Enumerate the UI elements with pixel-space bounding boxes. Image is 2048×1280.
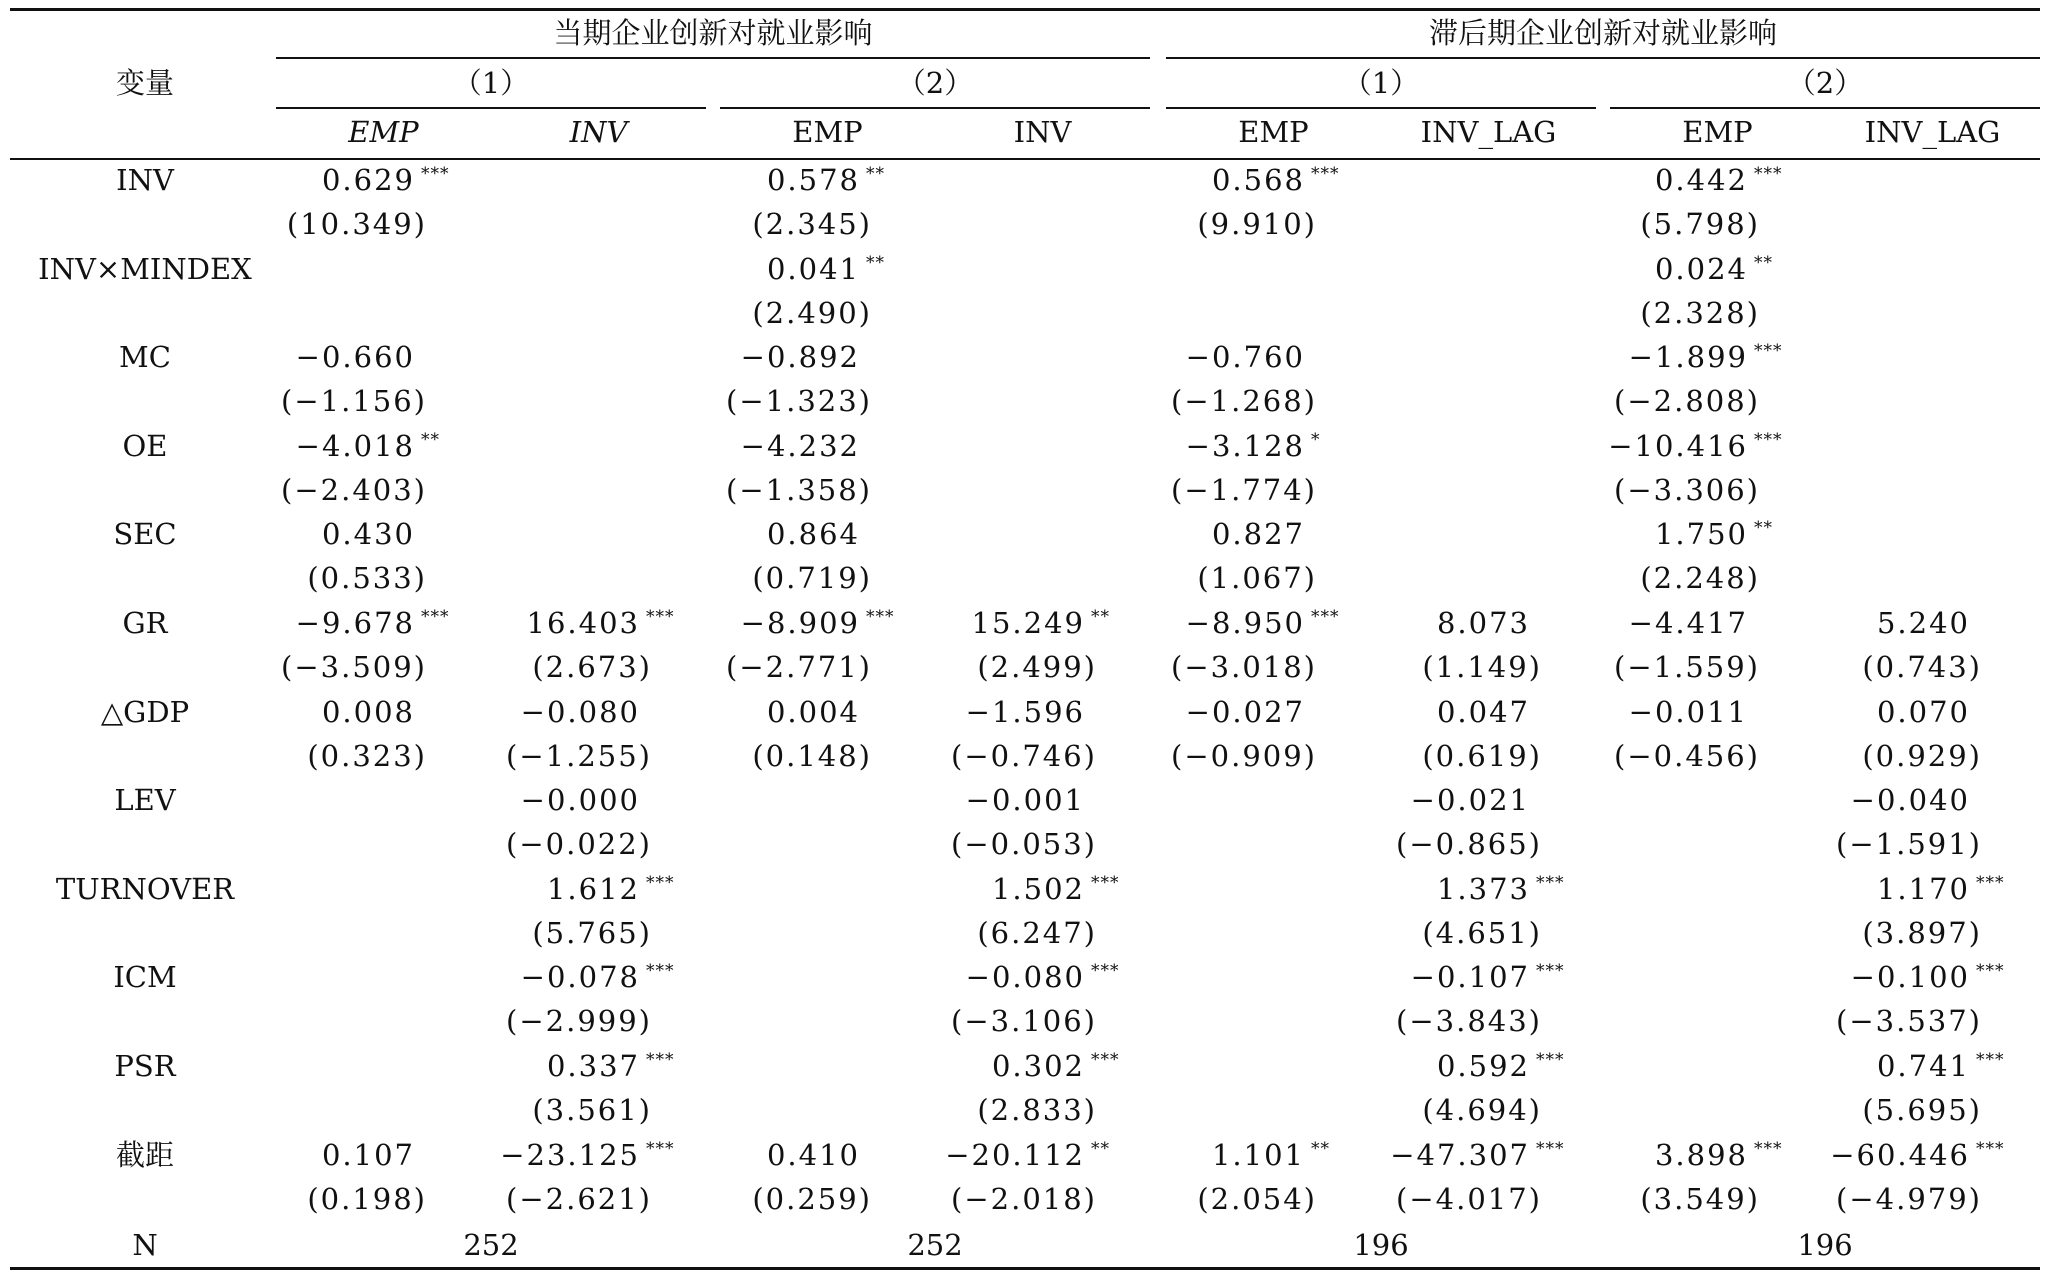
significance-stars: *** [1754, 1138, 1783, 1159]
coefficient-cell: −4.232 [740, 428, 860, 463]
coefficient-cell: 0.629 [321, 163, 415, 197]
t-statistic-cell: (1.067) [1197, 561, 1317, 596]
significance-stars: *** [646, 1138, 675, 1159]
group-header-current: 当期企业创新对就业影响 [553, 16, 873, 50]
column-header: INV_LAG [1864, 115, 2001, 149]
coefficient-cell: 0.568 [1211, 163, 1305, 197]
t-statistic-cell: (10.349) [286, 207, 427, 241]
corner-label: 变量 [115, 66, 174, 100]
variable-label: MC [119, 340, 171, 375]
t-statistic-cell: (−2.018) [951, 1181, 1097, 1216]
significance-stars: *** [1536, 961, 1565, 982]
coefficient-cell: 1.502 [991, 871, 1085, 906]
significance-stars: ** [1091, 1138, 1110, 1159]
coefficient-cell: −0.107 [1410, 960, 1530, 995]
significance-stars: *** [1754, 429, 1783, 450]
coefficient-cell: 0.864 [766, 517, 860, 552]
coefficient-cell: 0.592 [1436, 1049, 1530, 1083]
significance-stars: *** [1536, 1138, 1565, 1159]
t-statistic-cell: (−4.017) [1396, 1181, 1542, 1216]
coefficient-cell: 0.410 [766, 1137, 860, 1172]
t-statistic-cell: (0.619) [1422, 738, 1542, 773]
significance-stars: *** [1976, 872, 2005, 893]
group-header-lagged: 滞后期企业创新对就业影响 [1428, 16, 1777, 50]
coefficient-cell: −0.011 [1628, 694, 1748, 729]
bottom-rule [10, 1267, 2040, 1270]
coefficient-cell: 0.430 [321, 517, 415, 552]
variable-label: INV [116, 163, 174, 197]
coefficient-cell: 0.004 [766, 694, 860, 729]
coefficient-cell: 0.578 [766, 163, 860, 197]
coefficient-cell: −20.112 [945, 1137, 1085, 1172]
t-statistic-cell: (−3.843) [1396, 1004, 1542, 1039]
t-statistic-cell: (2.345) [752, 207, 872, 241]
significance-stars: ** [1754, 252, 1773, 273]
group-1-underline [276, 57, 1150, 59]
t-statistic-cell: (−4.979) [1836, 1181, 1982, 1216]
coefficient-cell: −0.040 [1850, 783, 1970, 818]
significance-stars: *** [646, 872, 675, 893]
significance-stars: *** [1976, 961, 2005, 982]
model-underline-2 [720, 107, 1150, 109]
model-header: （1） [452, 66, 530, 100]
t-statistic-cell: (−1.268) [1171, 384, 1317, 419]
t-statistic-cell: (3.561) [532, 1093, 652, 1127]
t-statistic-cell: (1.149) [1422, 650, 1542, 684]
column-header: INV [1013, 115, 1072, 149]
coefficient-cell: 1.750 [1654, 517, 1748, 552]
coefficient-cell: −0.760 [1185, 340, 1305, 375]
variable-label: INV×MINDEX [38, 251, 252, 286]
column-header: INV [569, 115, 628, 149]
t-statistic-cell: (2.328) [1640, 295, 1760, 330]
model-underline-3 [1166, 107, 1596, 109]
significance-stars: *** [1536, 1050, 1565, 1070]
coefficient-cell: 1.612 [546, 871, 640, 906]
significance-stars: *** [1091, 961, 1120, 982]
t-statistic-cell: (2.673) [532, 650, 652, 684]
t-statistic-cell: (−2.999) [506, 1004, 652, 1039]
coefficient-cell: −3.128 [1185, 428, 1305, 463]
t-statistic-cell: (−3.306) [1614, 472, 1760, 507]
model-header: （2） [1786, 66, 1864, 100]
significance-stars: *** [1754, 341, 1783, 362]
t-statistic-cell: (0.198) [307, 1181, 427, 1216]
n-value: 252 [907, 1228, 963, 1263]
significance-stars: *** [646, 1050, 675, 1070]
t-statistic-cell: (5.798) [1640, 207, 1760, 241]
t-statistic-cell: (0.929) [1862, 738, 1982, 773]
t-statistic-cell: (0.259) [752, 1181, 872, 1216]
coefficient-cell: 1.170 [1876, 871, 1970, 906]
significance-stars: *** [1311, 164, 1340, 184]
coefficient-cell: −8.950 [1185, 606, 1305, 640]
t-statistic-cell: (−3.106) [951, 1004, 1097, 1039]
significance-stars: ** [1091, 607, 1110, 627]
significance-stars: ** [1311, 1138, 1330, 1159]
coefficient-cell: −47.307 [1390, 1137, 1530, 1172]
variable-label: TURNOVER [55, 871, 235, 906]
coefficient-cell: −8.909 [740, 606, 860, 640]
t-statistic-cell: (−2.403) [281, 472, 427, 507]
t-statistic-cell: (−0.053) [951, 827, 1097, 862]
coefficient-cell: 0.024 [1654, 251, 1748, 286]
variable-label: SEC [113, 517, 177, 552]
t-statistic-cell: (−0.865) [1396, 827, 1542, 862]
coefficient-cell: 0.337 [546, 1049, 640, 1083]
significance-stars: *** [1536, 872, 1565, 893]
variable-label: △GDP [100, 694, 190, 729]
coefficient-cell: 0.741 [1876, 1049, 1970, 1083]
t-statistic-cell: (−0.909) [1171, 738, 1317, 773]
t-statistic-cell: (4.694) [1422, 1093, 1542, 1127]
coefficient-cell: −10.416 [1608, 428, 1748, 463]
significance-stars: *** [1976, 1138, 2005, 1159]
coefficient-cell: 16.403 [526, 606, 640, 640]
column-header: EMP [1682, 115, 1753, 149]
t-statistic-cell: (−1.156) [281, 384, 427, 419]
significance-stars: ** [421, 429, 440, 450]
column-header: EMP [348, 115, 419, 149]
coefficient-cell: −4.417 [1628, 606, 1748, 640]
significance-stars: *** [646, 961, 675, 982]
t-statistic-cell: (−1.255) [506, 738, 652, 773]
variable-label: GR [122, 606, 168, 640]
t-statistic-cell: (2.490) [752, 295, 872, 330]
model-header: （2） [896, 66, 974, 100]
coefficient-cell: −0.027 [1185, 694, 1305, 729]
coefficient-cell: −0.660 [295, 340, 415, 375]
t-statistic-cell: (0.743) [1862, 650, 1982, 684]
t-statistic-cell: (−2.771) [726, 650, 872, 684]
coefficient-cell: 0.070 [1876, 694, 1970, 729]
coefficient-cell: −23.125 [500, 1137, 640, 1172]
coefficient-cell: 15.249 [971, 606, 1085, 640]
coefficient-cell: −0.078 [520, 960, 640, 995]
t-statistic-cell: (0.323) [307, 738, 427, 773]
coefficient-cell: −0.080 [965, 960, 1085, 995]
t-statistic-cell: (2.054) [1197, 1181, 1317, 1216]
significance-stars: *** [1091, 872, 1120, 893]
coefficient-cell: 1.101 [1211, 1137, 1305, 1172]
coefficient-cell: 8.073 [1436, 606, 1530, 640]
coefficient-cell: 0.442 [1654, 163, 1748, 197]
coefficient-cell: −0.001 [965, 783, 1085, 818]
coefficient-cell: −60.446 [1830, 1137, 1970, 1172]
t-statistic-cell: (−1.358) [726, 472, 872, 507]
significance-stars: *** [421, 607, 450, 627]
t-statistic-cell: (−1.323) [726, 384, 872, 419]
significance-stars: *** [866, 607, 895, 627]
t-statistic-cell: (−2.621) [506, 1181, 652, 1216]
t-statistic-cell: (−0.456) [1614, 738, 1760, 773]
column-header: INV_LAG [1420, 115, 1557, 149]
n-value: 196 [1353, 1228, 1409, 1263]
t-statistic-cell: (−2.808) [1614, 384, 1760, 419]
t-statistic-cell: (0.148) [752, 738, 872, 773]
model-underline-1 [276, 107, 706, 109]
column-header: EMP [1238, 115, 1309, 149]
t-statistic-cell: (0.719) [752, 561, 872, 596]
coefficient-cell: 3.898 [1654, 1137, 1748, 1172]
coefficient-cell: 0.827 [1211, 517, 1305, 552]
coefficient-cell: 0.302 [991, 1049, 1085, 1083]
variable-label: LEV [114, 783, 176, 818]
t-statistic-cell: (−1.591) [1836, 827, 1982, 862]
significance-stars: *** [421, 164, 450, 184]
significance-stars: *** [1091, 1050, 1120, 1070]
n-value: 196 [1797, 1228, 1853, 1263]
significance-stars: ** [866, 252, 885, 273]
t-statistic-cell: (9.910) [1197, 207, 1317, 241]
variable-label: ICM [113, 960, 177, 995]
t-statistic-cell: (−1.774) [1171, 472, 1317, 507]
n-label: N [132, 1228, 158, 1263]
coefficient-cell: −0.021 [1410, 783, 1530, 818]
variable-label: 截距 [115, 1137, 174, 1172]
top-rule [10, 8, 2040, 11]
t-statistic-cell: (2.833) [977, 1093, 1097, 1127]
t-statistic-cell: (−3.018) [1171, 650, 1317, 684]
coefficient-cell: −0.892 [740, 340, 860, 375]
significance-stars: * [1311, 429, 1321, 450]
t-statistic-cell: (5.765) [532, 915, 652, 950]
variable-label: PSR [114, 1049, 176, 1083]
column-header: EMP [792, 115, 863, 149]
coefficient-cell: 1.373 [1436, 871, 1530, 906]
coefficient-cell: 0.008 [321, 694, 415, 729]
coefficient-cell: −9.678 [295, 606, 415, 640]
t-statistic-cell: (2.248) [1640, 561, 1760, 596]
significance-stars: *** [1976, 1050, 2005, 1070]
coefficient-cell: −0.100 [1850, 960, 1970, 995]
coefficient-cell: 5.240 [1876, 606, 1970, 640]
model-underline-4 [1610, 107, 2040, 109]
coefficient-cell: −1.899 [1628, 340, 1748, 375]
coefficient-cell: −0.080 [520, 694, 640, 729]
t-statistic-cell: (−3.509) [281, 650, 427, 684]
coefficient-cell: 0.047 [1436, 694, 1530, 729]
t-statistic-cell: (2.499) [977, 650, 1097, 684]
significance-stars: *** [1311, 607, 1340, 627]
coefficient-cell: −4.018 [295, 428, 415, 463]
variable-label: OE [122, 428, 168, 463]
n-value: 252 [463, 1228, 519, 1263]
t-statistic-cell: (5.695) [1862, 1093, 1982, 1127]
t-statistic-cell: (4.651) [1422, 915, 1542, 950]
coefficient-cell: 0.107 [321, 1137, 415, 1172]
t-statistic-cell: (3.549) [1640, 1181, 1760, 1216]
t-statistic-cell: (−0.746) [951, 738, 1097, 773]
coefficient-cell: −0.000 [520, 783, 640, 818]
group-2-underline [1166, 57, 2040, 59]
coefficient-cell: −1.596 [965, 694, 1085, 729]
coefficient-cell: 0.041 [766, 251, 860, 286]
t-statistic-cell: (6.247) [977, 915, 1097, 950]
significance-stars: ** [866, 164, 885, 184]
significance-stars: ** [1754, 518, 1773, 539]
t-statistic-cell: (−3.537) [1836, 1004, 1982, 1039]
t-statistic-cell: (−1.559) [1614, 650, 1760, 684]
model-header: （1） [1342, 66, 1420, 100]
t-statistic-cell: (0.533) [307, 561, 427, 596]
t-statistic-cell: (3.897) [1862, 915, 1982, 950]
t-statistic-cell: (−0.022) [506, 827, 652, 862]
significance-stars: *** [646, 607, 675, 627]
significance-stars: *** [1754, 164, 1783, 184]
